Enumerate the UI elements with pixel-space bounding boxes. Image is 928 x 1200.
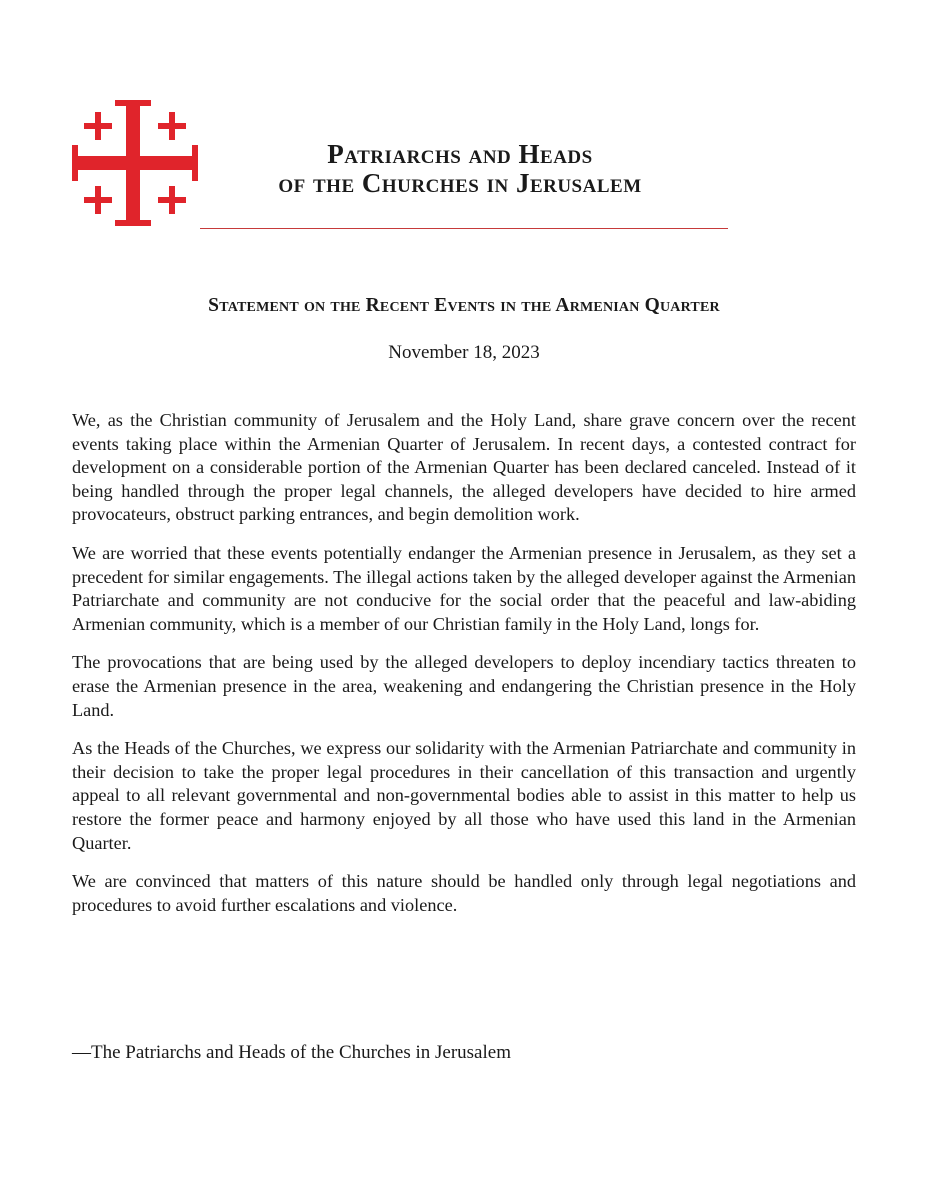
signature: —The Patriarchs and Heads of the Churches in Jerusalem bbox=[72, 1042, 511, 1063]
statement-body bbox=[72, 409, 856, 932]
paragraph: We, as the Christian community of Jerusalem and the Holy Land, share grave concern over the recent events taking place within the Armenian Quarter of Jerusalem. In recent days, a contested contract for development on a considerable portion of the Armenian Quarter has been declared canceled. Instead of it being handled through the proper legal channels, the alleged developers have decided to hire armed provocateurs, obstruct parking entrances, and begin demolition work. bbox=[72, 410, 856, 525]
header-divider bbox=[200, 228, 728, 229]
paragraph: The provocations that are being used by the alleged developers to deploy incendiary tactics threaten to erase the Armenian presence in the area, weakening and endangering the Christian presence in the Holy Land. bbox=[72, 652, 856, 720]
paragraph: We are convinced that matters of this nature should be handled only through legal negotiations and procedures to avoid further escalations and violence. bbox=[72, 871, 856, 915]
paragraph: We are worried that these events potentially endanger the Armenian presence in Jerusalem, as they set a precedent for similar engagements. The illegal actions taken by the alleged developer against the Armenian Patriarchate and community are not conducive for the social order that the peaceful and law-abiding Armenian community, which is a member of our Christian family in the Holy Land, longs for. bbox=[72, 542, 856, 634]
org-title-line2: of the Churches in Jerusalem bbox=[278, 168, 642, 198]
jerusalem-cross-icon bbox=[70, 98, 200, 228]
statement-title: Statement on the Recent Events in the Armenian Quarter bbox=[208, 295, 720, 316]
paragraph: As the Heads of the Churches, we express our solidarity with the Armenian Patriarchate and community in their decision to take the proper legal procedures in their cancellation of this transaction and urgently appeal to all relevant governmental and non-governmental bodies able to assist in this matter to help us restore the former peace and harmony enjoyed by all those who have used this land in the Armenian Quarter. bbox=[72, 738, 856, 853]
org-title-line1: Patriarchs and Heads bbox=[327, 139, 593, 169]
org-title bbox=[210, 140, 710, 198]
statement-date: November 18, 2023 bbox=[388, 342, 540, 363]
